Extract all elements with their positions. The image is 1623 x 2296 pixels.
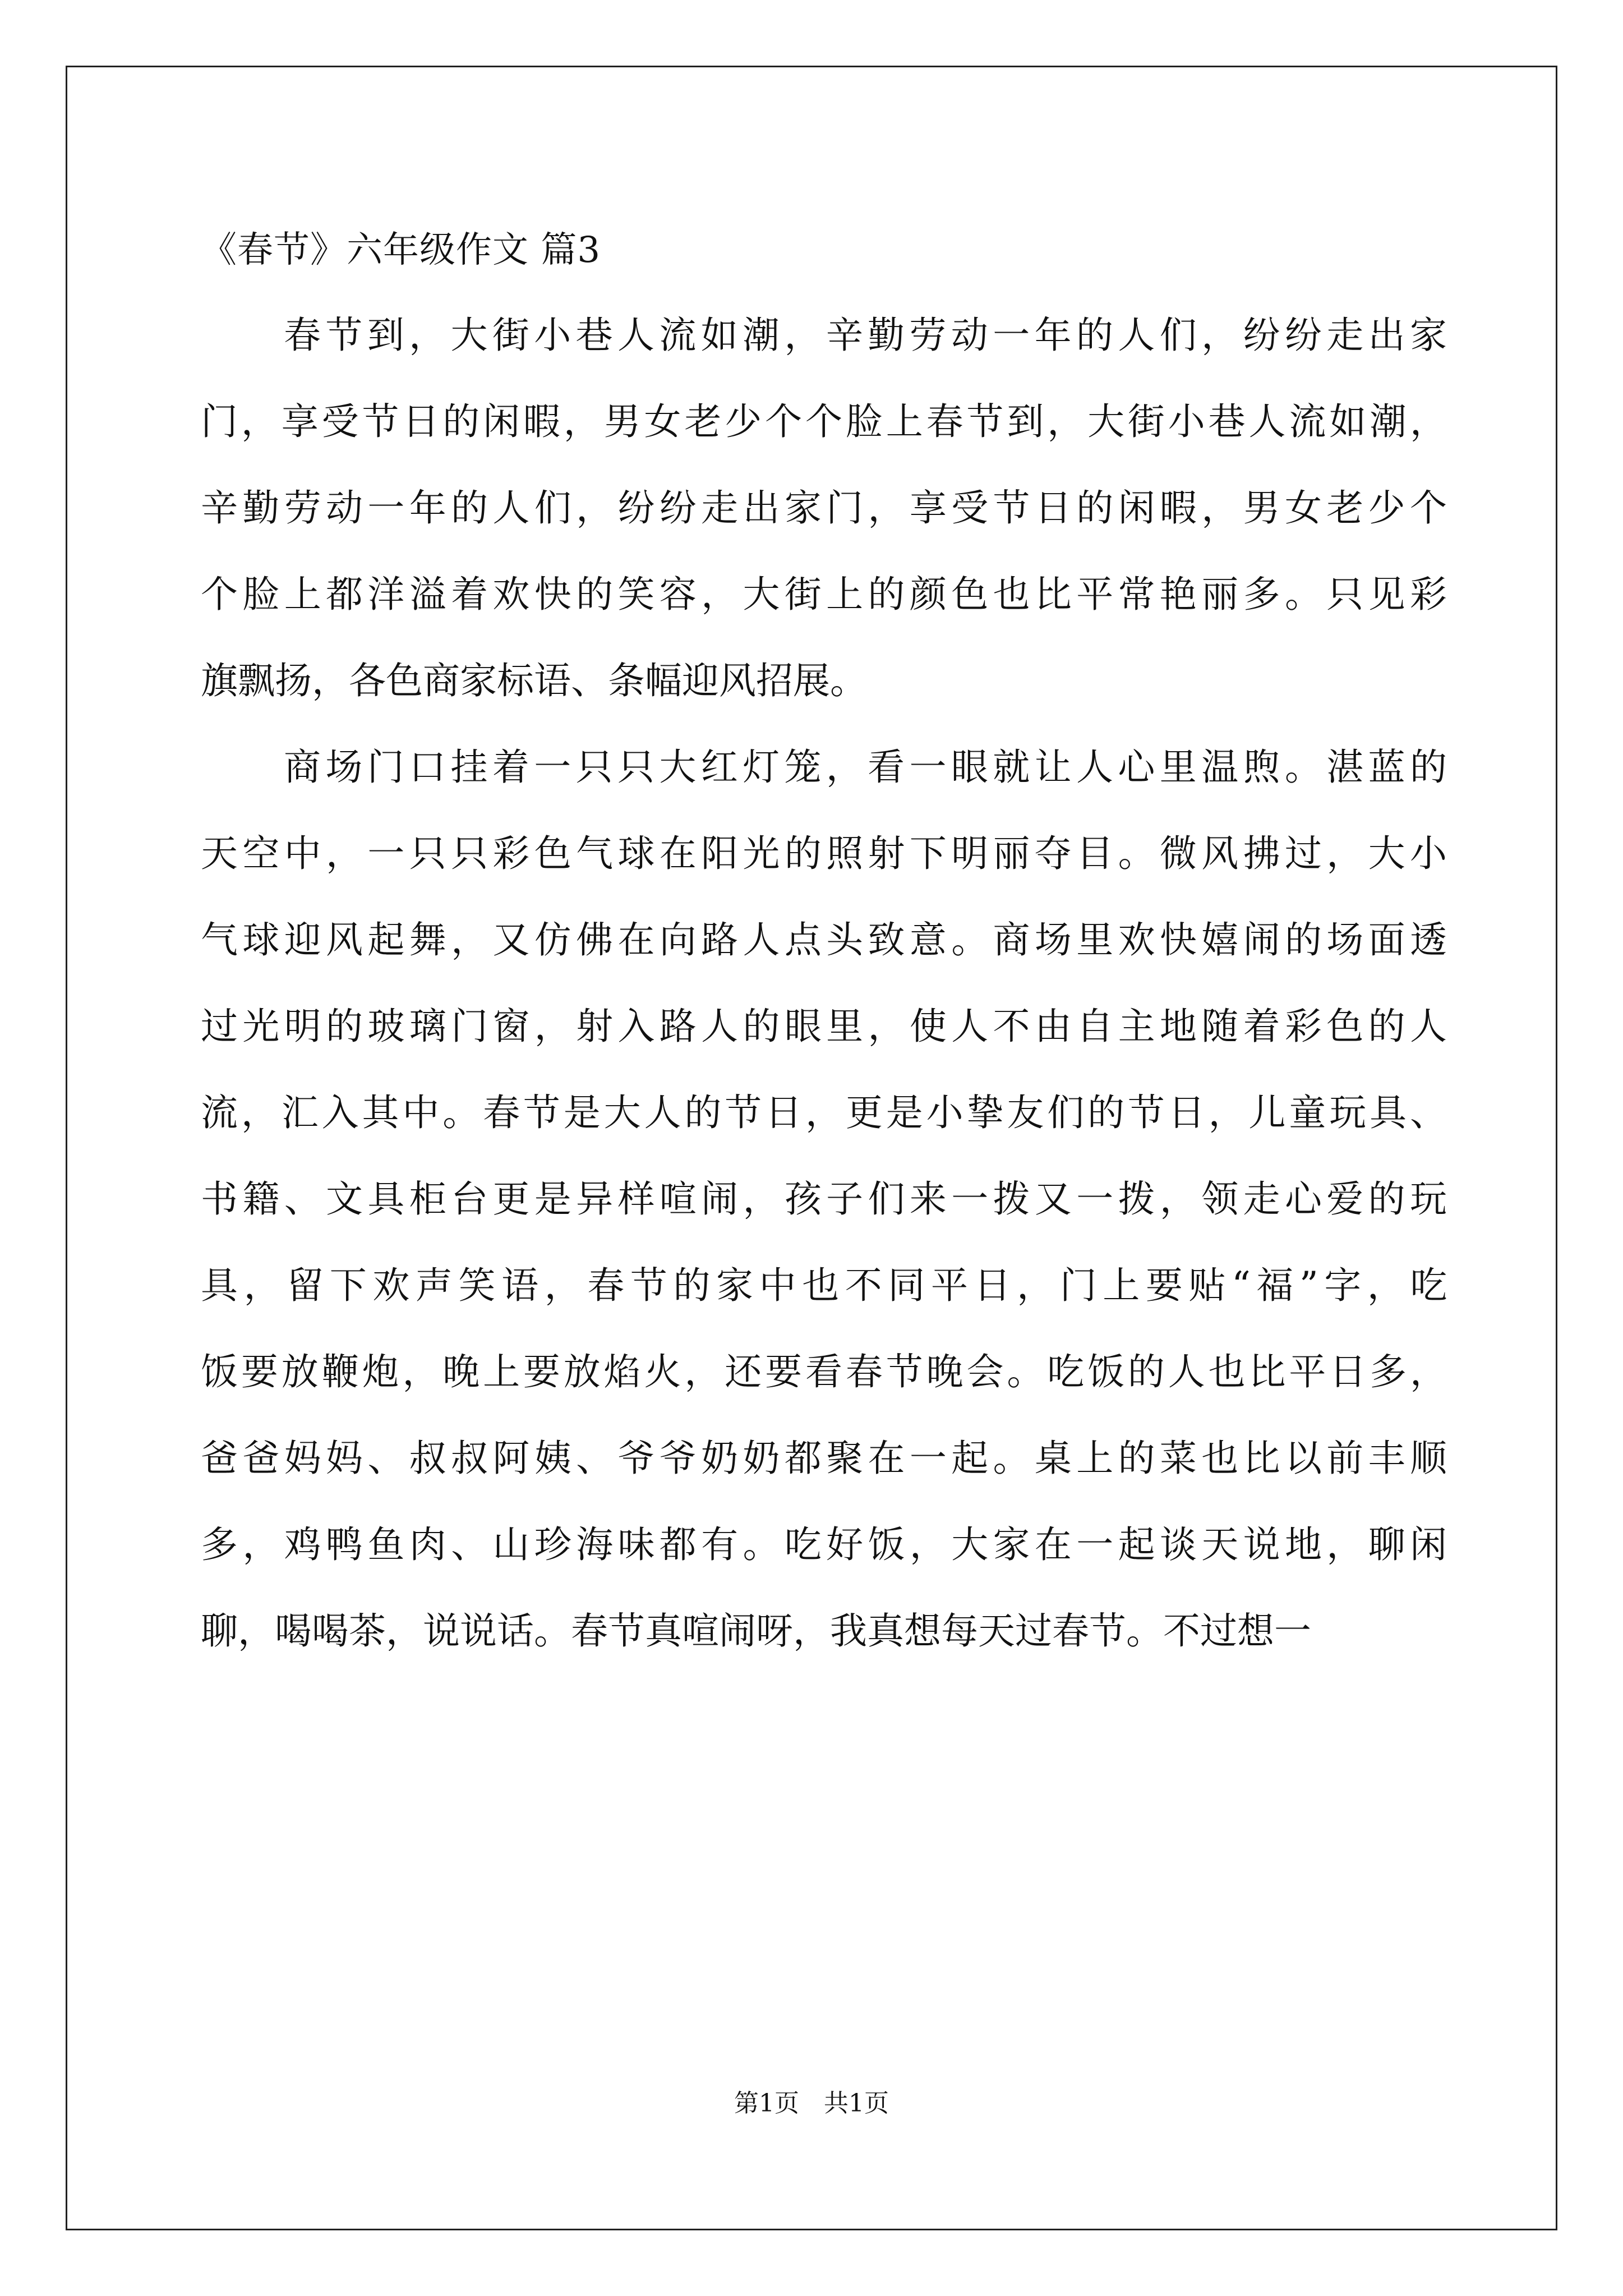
paragraph-line: 饭要放鞭炮，晚上要放焰火，还要看春节晚会。吃饭的人也比平日多， — [201, 1350, 1450, 1393]
paragraph-line: 春节到，大街小巷人流如潮，辛勤劳动一年的人们，纷纷走出家 — [284, 314, 1452, 357]
paragraph-line: 个脸上都洋溢着欢快的笑容，大街上的颜色也比平常艳丽多。只见彩 — [201, 573, 1452, 616]
paragraph-line: 门，享受节日的闲暇，男女老少个个脸上春节到，大街小巷人流如潮， — [201, 400, 1450, 443]
paragraph-line: 气球迎风起舞，又仿佛在向路人点头致意。商场里欢快嬉闹的场面透 — [201, 918, 1452, 961]
paragraph-line: 旗飘扬，各色商家标语、条幅迎风招展。 — [201, 659, 867, 702]
paragraph-line: 商场门口挂着一只只大红灯笼，看一眼就让人心里温煦。湛蓝的 — [284, 746, 1452, 789]
paragraph-line: 书籍、文具柜台更是异样喧闹，孩子们来一拨又一拨，领走心爱的玩 — [201, 1177, 1452, 1221]
paragraph-line: 辛勤劳动一年的人们，纷纷走出家门，享受节日的闲暇，男女老少个 — [201, 486, 1452, 530]
paragraph-line: 流，汇入其中。春节是大人的节日，更是小挚友们的节日，儿童玩具、 — [201, 1091, 1450, 1134]
paragraph-line: 多，鸡鸭鱼肉、山珍海味都有。吃好饭，大家在一起谈天说地，聊闲 — [201, 1523, 1452, 1566]
essay-title: 《春节》六年级作文 篇3 — [201, 229, 601, 271]
paragraph-line: 聊，喝喝茶，说说话。春节真喧闹呀，我真想每天过春节。不过想一 — [201, 1609, 1311, 1653]
paragraph-line: 爸爸妈妈、叔叔阿姨、爷爷奶奶都聚在一起。桌上的菜也比以前丰顺 — [201, 1437, 1452, 1480]
page-border — [66, 66, 1557, 2230]
page-footer: 第1页 共1页 — [734, 2089, 889, 2118]
paragraph-line: 天空中，一只只彩色气球在阳光的照射下明丽夺目。微风拂过，大小 — [201, 832, 1452, 875]
paragraph-line: 过光明的玻璃门窗，射入路人的眼里，使人不由自主地随着彩色的人 — [201, 1005, 1452, 1048]
paragraph-line: 具，留下欢声笑语，春节的家中也不同平日，门上要贴“福”字，吃 — [201, 1264, 1454, 1307]
